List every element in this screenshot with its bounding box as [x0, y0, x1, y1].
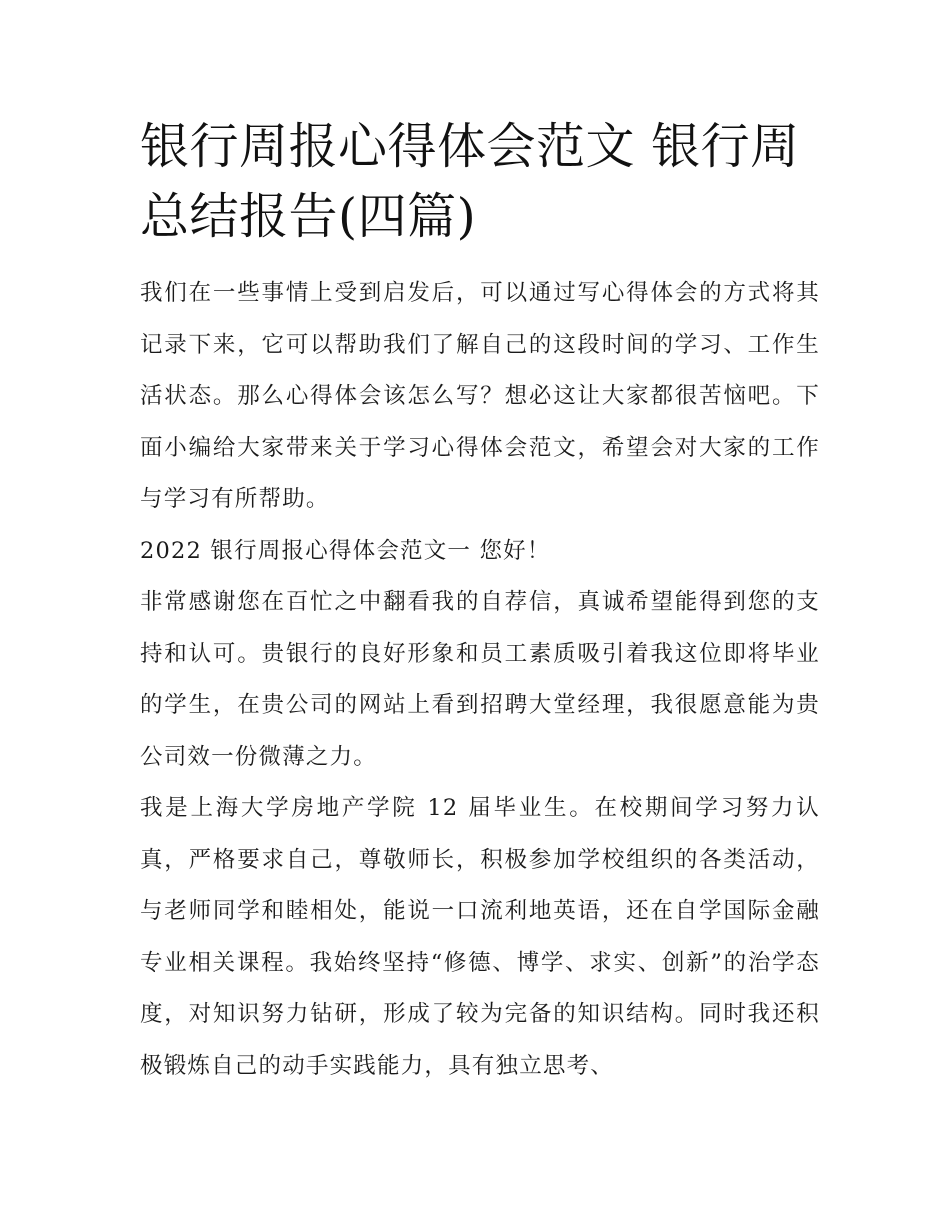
section-heading: 2022 银行周报心得体会范文一 您好！	[140, 537, 551, 564]
intro-paragraph: 我们在一些事情上受到启发后，可以通过写心得体会的方式将其记录下来，它可以帮助我们了解自己的这段时间的学习、工作生活状态。那么心得体会该怎么写？想必这让大家都很苦恼吧。下面小编给大家带来关于学习心得体会范文，希望会对大家的工作与学习有所帮助。	[140, 280, 820, 512]
document-body	[140, 268, 820, 1092]
document-page	[140, 112, 820, 1092]
letter-paragraph-2: 我是上海大学房地产学院 12 届毕业生。在校期间学习努力认真，严格要求自己，尊敬师长，积极参加学校组织的各类活动，与老师同学和睦相处，能说一口流利地英语，还在自学国际金融专业相关课程。我始终坚持“修德、博学、求实、创新”的治学态度，对知识努力钻研，形成了较为完备的知识结构。同时我还积极锻炼自己的动手实践能力，具有独立思考、	[140, 795, 820, 1079]
document-title: 银行周报心得体会范文 银行周总结报告(四篇)	[140, 118, 800, 245]
letter-paragraph-1: 非常感谢您在百忙之中翻看我的自荐信，真诚希望能得到您的支持和认可。贵银行的良好形象和员工素质吸引着我这位即将毕业的学生，在贵公司的网站上看到招聘大堂经理，我很愿意能为贵公司效一份微薄之力。	[140, 589, 820, 770]
